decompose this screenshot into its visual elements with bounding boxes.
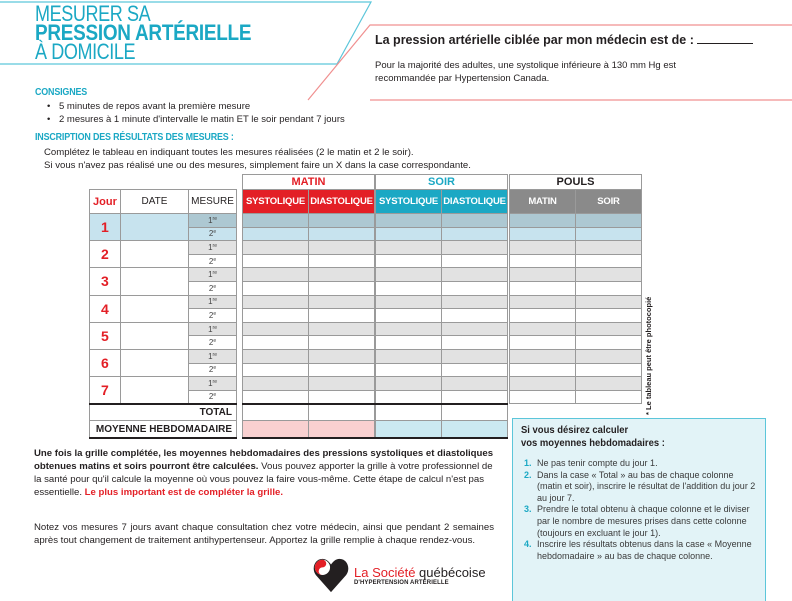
soir-row xyxy=(376,377,508,391)
pouls-row xyxy=(510,377,642,391)
pouls-cell[interactable] xyxy=(510,349,576,363)
matin-cell[interactable] xyxy=(243,336,309,350)
pouls-cell[interactable] xyxy=(576,377,642,391)
pouls-cell[interactable] xyxy=(576,309,642,323)
matin-cell[interactable] xyxy=(309,295,375,309)
day-row xyxy=(90,349,237,363)
consignes-list xyxy=(47,100,345,126)
matin-cell[interactable] xyxy=(309,281,375,295)
matin-cell[interactable] xyxy=(309,349,375,363)
matin-cell[interactable] xyxy=(309,227,375,241)
calc-heading-2: vos moyennes hebdomadaires : xyxy=(521,437,665,449)
pouls-cell[interactable] xyxy=(576,268,642,282)
pouls-cell[interactable] xyxy=(576,254,642,268)
matin-row xyxy=(243,336,375,350)
pouls-cell[interactable] xyxy=(576,227,642,241)
pouls-table xyxy=(509,189,642,404)
soir-row xyxy=(376,281,508,295)
soir-row xyxy=(376,295,508,309)
matin-cell[interactable] xyxy=(243,268,309,282)
soir-row xyxy=(376,227,508,241)
pouls-row xyxy=(510,254,642,268)
soir-cell[interactable] xyxy=(376,377,442,391)
completion-important: Le plus important est de compléter la grille. xyxy=(84,487,283,498)
col-date: DATE xyxy=(120,190,188,214)
soir-cell[interactable] xyxy=(442,254,508,268)
day-row xyxy=(90,322,237,336)
pouls-cell[interactable] xyxy=(510,241,576,255)
matin-row xyxy=(243,254,375,268)
matin-cell[interactable] xyxy=(243,363,309,377)
soir-row xyxy=(376,390,508,404)
soir-cell[interactable] xyxy=(442,227,508,241)
consignes-heading: CONSIGNES xyxy=(35,86,88,98)
matin-row xyxy=(243,309,375,323)
soir-cell[interactable] xyxy=(376,281,442,295)
completion-bold: Une fois la grille complétée, les moyennes hebdomadaires des pressions systoliques et diastoliques obtenues matins et soirs pourront être calculées. xyxy=(34,448,494,472)
matin-cell[interactable] xyxy=(243,377,309,391)
matin-cell[interactable] xyxy=(243,309,309,323)
pouls-cell[interactable] xyxy=(510,295,576,309)
matin-cell[interactable] xyxy=(243,322,309,336)
pouls-cell[interactable] xyxy=(510,322,576,336)
calc-step: 2. Dans la case « Total » au bas de chaque colonne (matin et soir), inscrire le résultat de l'addition du jour 2 au jour 7. xyxy=(524,469,756,503)
sqha-logo xyxy=(312,556,486,594)
soir-cell[interactable] xyxy=(376,295,442,309)
soir-row xyxy=(376,322,508,336)
pouls-cell[interactable] xyxy=(576,241,642,255)
pouls-title: POULS xyxy=(509,174,642,189)
pouls-cell[interactable] xyxy=(510,281,576,295)
pouls-cell[interactable] xyxy=(576,281,642,295)
target-question: La pression artérielle ciblée par mon médecin est de : xyxy=(375,33,694,47)
soir-row xyxy=(376,363,508,377)
soir-cell[interactable] xyxy=(376,336,442,350)
matin-cell[interactable] xyxy=(309,214,375,228)
soir-total-cell[interactable] xyxy=(376,404,442,421)
matin-title: MATIN xyxy=(242,174,375,189)
matin-cell[interactable] xyxy=(243,241,309,255)
matin-cell[interactable] xyxy=(309,390,375,404)
matin-total-row xyxy=(243,404,375,421)
consigne-item: • 5 minutes de repos avant la première mesure xyxy=(47,100,345,113)
day-number: 3 xyxy=(90,268,121,295)
soir-block xyxy=(375,174,508,439)
pouls-row xyxy=(510,214,642,228)
matin-row xyxy=(243,390,375,404)
col-mesure: MESURE xyxy=(189,190,237,214)
matin-row xyxy=(243,281,375,295)
title-line-3: À DOMICILE xyxy=(35,39,136,64)
day-number: 5 xyxy=(90,322,121,349)
page-title xyxy=(35,1,286,64)
target-pressure-box xyxy=(375,33,775,85)
pouls-row xyxy=(510,268,642,282)
results-line-1: Complétez le tableau en indiquant toutes les mesures réalisées (2 le matin et 2 le soir). xyxy=(44,147,414,158)
measure-1-label: 1re xyxy=(189,377,237,391)
soir-cell[interactable] xyxy=(376,309,442,323)
date-cell[interactable] xyxy=(120,241,188,268)
day-number: 4 xyxy=(90,295,121,322)
soir-row xyxy=(376,309,508,323)
soir-cell[interactable] xyxy=(376,349,442,363)
matin-cell[interactable] xyxy=(309,309,375,323)
pouls-block xyxy=(509,174,642,404)
matin-systolique-header: SYSTOLIQUE xyxy=(243,190,309,214)
matin-diastolique-header: DIASTOLIQUE xyxy=(309,190,375,214)
matin-row xyxy=(243,295,375,309)
matin-row xyxy=(243,227,375,241)
measure-2-label: 2e xyxy=(189,254,237,268)
matin-cell[interactable] xyxy=(243,214,309,228)
total-label: TOTAL xyxy=(90,404,237,421)
date-cell[interactable] xyxy=(120,214,188,241)
pouls-cell[interactable] xyxy=(576,295,642,309)
pouls-row xyxy=(510,309,642,323)
soir-row xyxy=(376,254,508,268)
measure-2-label: 2e xyxy=(189,336,237,350)
matin-total-cell[interactable] xyxy=(243,404,309,421)
measure-2-label: 2e xyxy=(189,390,237,404)
soir-average-cell[interactable] xyxy=(442,421,508,438)
logo-name-dark: québécoise xyxy=(415,564,486,580)
soir-total-cell[interactable] xyxy=(442,404,508,421)
pouls-cell[interactable] xyxy=(510,268,576,282)
soir-cell[interactable] xyxy=(376,268,442,282)
matin-block xyxy=(242,174,375,439)
day-row xyxy=(90,268,237,282)
matin-cell[interactable] xyxy=(243,295,309,309)
matin-cell[interactable] xyxy=(309,241,375,255)
pouls-row xyxy=(510,390,642,404)
matin-cell[interactable] xyxy=(309,268,375,282)
date-cell[interactable] xyxy=(120,322,188,349)
measure-2-label: 2e xyxy=(189,227,237,241)
soir-average-row xyxy=(376,421,508,438)
matin-cell[interactable] xyxy=(309,363,375,377)
soir-cell[interactable] xyxy=(376,241,442,255)
matin-row xyxy=(243,349,375,363)
pouls-cell[interactable] xyxy=(510,309,576,323)
pouls-row xyxy=(510,363,642,377)
matin-row xyxy=(243,241,375,255)
matin-row xyxy=(243,377,375,391)
soir-cell[interactable] xyxy=(442,295,508,309)
results-heading: INSCRIPTION DES RÉSULTATS DES MESURES : xyxy=(35,131,234,143)
consultation-paragraph: Notez vos mesures 7 jours avant chaque consultation chez votre médecin, ainsi que pendant 2 semaines après tout changement de traitement antihypertenseur. Apportez la grille remplie à chaque rendez-vous. xyxy=(34,522,494,546)
soir-table xyxy=(375,189,508,439)
pouls-cell[interactable] xyxy=(576,214,642,228)
pouls-cell[interactable] xyxy=(576,390,642,404)
matin-row xyxy=(243,322,375,336)
pouls-cell[interactable] xyxy=(510,214,576,228)
soir-title: SOIR xyxy=(375,174,508,189)
matin-cell[interactable] xyxy=(309,254,375,268)
photocopy-note: * Le tableau peut être photocopié xyxy=(644,296,653,415)
day-row xyxy=(90,214,237,228)
day-number: 2 xyxy=(90,241,121,268)
day-number: 7 xyxy=(90,377,121,404)
pouls-row xyxy=(510,322,642,336)
title-line-2: PRESSION ARTÉRIELLE xyxy=(35,20,252,45)
average-label: MOYENNE HEBDOMADAIRE xyxy=(90,421,237,438)
pouls-cell[interactable] xyxy=(576,349,642,363)
pouls-row xyxy=(510,349,642,363)
logo-subtitle: D'HYPERTENSION ARTÉRIELLE xyxy=(354,579,449,586)
pouls-cell[interactable] xyxy=(576,363,642,377)
soir-cell[interactable] xyxy=(376,363,442,377)
soir-cell[interactable] xyxy=(442,268,508,282)
pouls-cell[interactable] xyxy=(576,336,642,350)
target-blank-field[interactable] xyxy=(697,33,753,44)
soir-cell[interactable] xyxy=(442,322,508,336)
matin-total-cell[interactable] xyxy=(309,404,375,421)
matin-row xyxy=(243,268,375,282)
day-row xyxy=(90,295,237,309)
calc-step: 4. Inscrire les résultats obtenus dans la case « Moyenne hebdomadaire » au bas de chaque colonne. xyxy=(524,539,752,561)
heart-logo-icon xyxy=(312,556,350,594)
soir-row xyxy=(376,214,508,228)
calc-step: 3. Prendre le total obtenu à chaque colonne et le diviser par le nombre de mesures prises dans cette colonne (toujours en excluant le jour 1). xyxy=(524,504,750,538)
measure-1-label: 1re xyxy=(189,241,237,255)
soir-cell[interactable] xyxy=(442,336,508,350)
calc-steps xyxy=(521,458,757,562)
col-jour: Jour xyxy=(90,190,121,214)
soir-cell[interactable] xyxy=(376,214,442,228)
completion-normal: Vous pouvez apporter la grille à votre professionnel de la santé pour qu'il calcule la moyenne où vous pouvez la faire vous-même. Cette étape de calcul n'est pas essentielle. xyxy=(34,461,493,498)
matin-cell[interactable] xyxy=(243,349,309,363)
day-row xyxy=(90,377,237,391)
matin-row xyxy=(243,363,375,377)
soir-systolique-header: SYSTOLIQUE xyxy=(376,190,442,214)
soir-row xyxy=(376,349,508,363)
soir-cell[interactable] xyxy=(442,377,508,391)
pouls-cell[interactable] xyxy=(510,336,576,350)
pouls-cell[interactable] xyxy=(510,254,576,268)
matin-cell[interactable] xyxy=(243,254,309,268)
date-cell[interactable] xyxy=(120,295,188,322)
matin-table xyxy=(242,189,375,439)
matin-cell[interactable] xyxy=(309,377,375,391)
title-line-1: MESURER SA xyxy=(35,1,151,26)
date-cell[interactable] xyxy=(120,349,188,376)
matin-cell[interactable] xyxy=(243,390,309,404)
measure-2-label: 2e xyxy=(189,281,237,295)
soir-cell[interactable] xyxy=(442,309,508,323)
pouls-cell[interactable] xyxy=(510,227,576,241)
soir-row xyxy=(376,336,508,350)
day-row xyxy=(90,241,237,255)
date-cell[interactable] xyxy=(120,268,188,295)
soir-cell[interactable] xyxy=(442,390,508,404)
pouls-cell[interactable] xyxy=(510,377,576,391)
matin-row xyxy=(243,214,375,228)
date-cell[interactable] xyxy=(120,377,188,404)
measure-1-label: 1re xyxy=(189,268,237,282)
soir-diastolique-header: DIASTOLIQUE xyxy=(442,190,508,214)
soir-cell[interactable] xyxy=(442,241,508,255)
measure-1-label: 1re xyxy=(189,322,237,336)
soir-cell[interactable] xyxy=(376,322,442,336)
matin-cell[interactable] xyxy=(243,281,309,295)
matin-cell[interactable] xyxy=(243,227,309,241)
consigne-item: • 2 mesures à 1 minute d'intervalle le matin ET le soir pendant 7 jours xyxy=(47,113,345,126)
soir-cell[interactable] xyxy=(442,281,508,295)
soir-cell[interactable] xyxy=(376,227,442,241)
soir-total-row xyxy=(376,404,508,421)
matin-cell[interactable] xyxy=(309,322,375,336)
results-instructions xyxy=(44,146,471,172)
completion-paragraph xyxy=(34,447,494,499)
day-measure-table xyxy=(89,189,237,439)
soir-cell[interactable] xyxy=(442,349,508,363)
matin-average-cell[interactable] xyxy=(309,421,375,438)
pouls-matin-header: MATIN xyxy=(510,190,576,214)
pouls-cell[interactable] xyxy=(576,322,642,336)
matin-average-row xyxy=(243,421,375,438)
target-note: Pour la majorité des adultes, une systolique inférieure à 130 mm Hg est recommandée par Hypertension Canada. xyxy=(375,60,676,84)
soir-cell[interactable] xyxy=(376,390,442,404)
calc-heading-1: Si vous désirez calculer xyxy=(521,424,629,436)
soir-row xyxy=(376,241,508,255)
soir-cell[interactable] xyxy=(442,214,508,228)
measure-1-label: 1re xyxy=(189,214,237,228)
soir-cell[interactable] xyxy=(376,254,442,268)
calculation-box xyxy=(512,418,766,601)
pouls-row xyxy=(510,241,642,255)
pouls-row xyxy=(510,295,642,309)
measure-2-label: 2e xyxy=(189,309,237,323)
measure-1-label: 1re xyxy=(189,349,237,363)
pouls-cell[interactable] xyxy=(510,363,576,377)
results-line-2: Si vous n'avez pas réalisé une ou des mesures, simplement faire un X dans la case correspondante. xyxy=(44,160,471,171)
pouls-row xyxy=(510,336,642,350)
pouls-soir-header: SOIR xyxy=(576,190,642,214)
measure-2-label: 2e xyxy=(189,363,237,377)
pouls-row xyxy=(510,281,642,295)
matin-cell[interactable] xyxy=(309,336,375,350)
day-number: 1 xyxy=(90,214,121,241)
measure-1-label: 1re xyxy=(189,295,237,309)
pouls-cell[interactable] xyxy=(510,390,576,404)
day-number: 6 xyxy=(90,349,121,376)
pouls-row xyxy=(510,227,642,241)
calc-step: 1. Ne pas tenir compte du jour 1. xyxy=(524,458,658,468)
soir-average-cell[interactable] xyxy=(376,421,442,438)
logo-name-red: La Société xyxy=(354,564,416,580)
matin-average-cell[interactable] xyxy=(243,421,309,438)
soir-row xyxy=(376,268,508,282)
soir-cell[interactable] xyxy=(442,363,508,377)
